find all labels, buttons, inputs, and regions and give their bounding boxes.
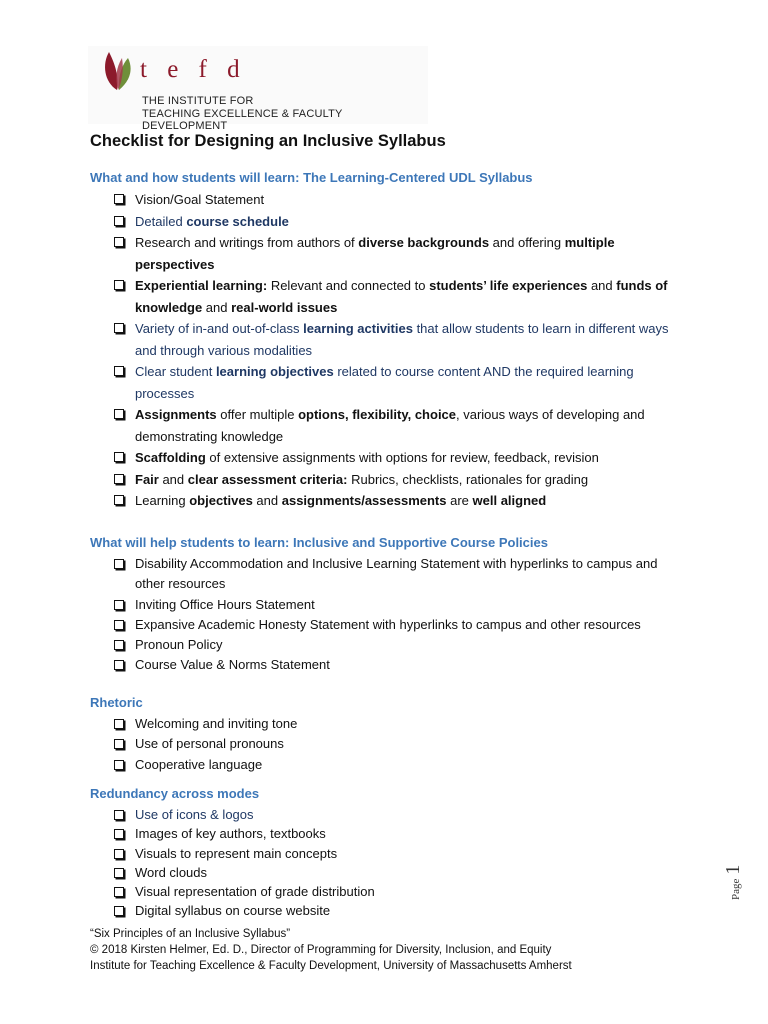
checkbox-icon[interactable] <box>114 474 124 484</box>
page-number-value: 1 <box>722 864 744 875</box>
checkbox-icon[interactable] <box>114 280 124 290</box>
item-text: of extensive assignments with options for review, feedback, revision <box>205 450 599 465</box>
item-text: Images of key authors, textbooks <box>135 826 326 842</box>
checkbox-icon[interactable] <box>114 194 124 204</box>
footer-line: “Six Principles of an Inclusive Syllabus” <box>90 928 291 940</box>
item-text: Clear student <box>135 364 216 379</box>
checklist-item <box>90 615 690 635</box>
item-text: Detailed <box>135 213 187 229</box>
item-text-bold: well aligned <box>472 493 547 508</box>
checklist-item <box>90 805 690 824</box>
item-text-bold: diverse backgrounds <box>358 235 490 250</box>
checklist-item <box>90 318 690 361</box>
item-text: Cooperative language <box>135 756 263 772</box>
item-text: Visual representation of grade distribution <box>135 884 375 900</box>
page-number <box>722 865 745 900</box>
checkbox-icon[interactable] <box>114 868 124 878</box>
checkbox-icon[interactable] <box>114 906 124 916</box>
item-text-bold: course schedule <box>186 213 289 229</box>
checklist-item <box>90 469 690 491</box>
checkbox-icon[interactable] <box>114 409 124 419</box>
item-text-bold: students’ life experiences <box>429 278 588 293</box>
checkbox-icon[interactable] <box>114 452 124 462</box>
checklist-item <box>90 882 690 901</box>
checklist-item <box>90 824 690 843</box>
item-text-bold: objectives <box>189 493 253 508</box>
checkbox-icon[interactable] <box>114 849 124 859</box>
item-text: Relevant and connected to <box>267 278 430 293</box>
logo-subtitle-line2: TEACHING EXCELLENCE & FACULTY DEVELOPMENT <box>142 108 343 132</box>
item-text: Welcoming and inviting tone <box>135 716 298 731</box>
item-text: and <box>587 278 617 293</box>
item-text: Learning <box>135 493 190 508</box>
item-text: Variety of in-and out-of-class <box>135 321 304 336</box>
section-course-policies <box>90 535 690 676</box>
checklist <box>90 714 690 775</box>
item-text: Expansive Academic Honesty Statement with hyperlinks to campus and other resources <box>135 616 641 632</box>
document-title: Checklist for Designing an Inclusive Syllabus <box>90 132 446 150</box>
checkbox-icon[interactable] <box>114 640 124 650</box>
checkbox-icon[interactable] <box>114 216 124 226</box>
item-text: Disability Accommodation and Inclusive Learning Statement with hyperlinks to campus and other resources <box>135 556 658 592</box>
item-text: Vision/Goal Statement <box>135 192 265 207</box>
item-text: Use of personal pronouns <box>135 736 284 752</box>
checkbox-icon[interactable] <box>114 719 124 729</box>
checklist-item <box>90 755 690 775</box>
checklist-item <box>90 189 690 211</box>
checkbox-icon[interactable] <box>114 323 124 333</box>
item-text: offer multiple <box>216 407 299 422</box>
section-learning-centered <box>90 170 690 512</box>
section-heading: Redundancy across modes <box>90 786 260 801</box>
checklist-item <box>90 404 690 447</box>
checklist-item <box>90 595 690 615</box>
section-heading: Rhetoric <box>90 695 143 710</box>
checkbox-icon[interactable] <box>114 829 124 839</box>
checklist-item <box>90 635 690 655</box>
item-text-bold: multiple perspectives <box>135 235 615 272</box>
footer-line: Institute for Teaching Excellence & Faculty Development, University of Massachusetts Amherst <box>90 960 572 972</box>
checkbox-icon[interactable] <box>114 810 124 820</box>
item-text-bold: learning activities <box>303 321 413 336</box>
item-text-bold: Assignments <box>135 407 217 422</box>
checkbox-icon[interactable] <box>114 495 124 505</box>
checklist-item <box>90 232 690 275</box>
tefd-logo <box>88 46 428 132</box>
page-label: Page <box>730 878 742 900</box>
checkbox-icon[interactable] <box>114 660 124 670</box>
checkbox-icon[interactable] <box>114 366 124 376</box>
logo-letters: t e f d <box>140 56 244 83</box>
item-text: Inviting Office Hours Statement <box>135 596 315 612</box>
item-text: are <box>446 493 473 508</box>
checklist-item <box>90 361 690 404</box>
item-text: Rubrics, checklists, rationales for grading <box>347 471 589 487</box>
checkbox-icon[interactable] <box>114 887 124 897</box>
item-text: and <box>252 493 282 508</box>
item-text: Pronoun Policy <box>135 637 223 653</box>
item-text-bold: options, flexibility, choice <box>298 407 457 422</box>
item-text: and <box>158 471 188 487</box>
checklist-item <box>90 211 690 233</box>
item-text: Course Value & Norms Statement <box>135 657 330 673</box>
item-text: Word clouds <box>135 864 208 880</box>
section-rhetoric <box>90 695 690 775</box>
item-text: , various ways of developing and demonstrating knowledge <box>135 407 645 444</box>
footer-line: © 2018 Kirsten Helmer, Ed. D., Director of Programming for Diversity, Inclusion, and Equity <box>90 944 552 956</box>
checklist-item <box>90 863 690 882</box>
logo-subtitle-line1: THE INSTITUTE FOR <box>142 95 254 107</box>
item-text-bold: learning objectives <box>215 364 334 379</box>
section-redundancy <box>90 786 690 921</box>
checklist-item <box>90 275 690 318</box>
section-heading: What and how students will learn: The Learning-Centered UDL Syllabus <box>90 170 533 185</box>
item-text-bold: assignments/assessments <box>281 493 447 508</box>
item-text: and <box>202 299 232 315</box>
item-text-bold: Scaffolding <box>135 450 206 465</box>
checklist-item <box>90 714 690 734</box>
footer-citation <box>90 926 572 974</box>
item-text: that allow students to learn in different ways and through various modalities <box>135 321 669 358</box>
checkbox-icon[interactable] <box>114 739 124 749</box>
checkbox-icon[interactable] <box>114 600 124 610</box>
item-text: Visuals to represent main concepts <box>135 845 338 861</box>
item-text-bold: clear assessment criteria: <box>187 471 348 487</box>
item-text-bold: funds of knowledge <box>135 278 668 315</box>
checklist-item <box>90 844 690 863</box>
checkbox-icon[interactable] <box>114 620 124 630</box>
item-text: and offering <box>489 235 565 250</box>
checklist-item <box>90 901 690 920</box>
checklist <box>90 554 690 676</box>
checklist <box>90 189 690 512</box>
checklist-item <box>90 554 690 595</box>
checkbox-icon[interactable] <box>114 760 124 770</box>
checklist-item <box>90 447 690 469</box>
checkbox-icon[interactable] <box>114 559 124 569</box>
item-text: related to course content AND the required learning processes <box>135 364 634 401</box>
item-text-bold: Experiential learning: <box>135 278 268 293</box>
item-text-bold: real-world issues <box>231 299 338 315</box>
section-heading: What will help students to learn: Inclusive and Supportive Course Policies <box>90 535 548 550</box>
checklist-item <box>90 655 690 675</box>
checklist-item <box>90 490 690 512</box>
checklist-item <box>90 734 690 754</box>
item-text: Research and writings from authors of <box>135 235 359 250</box>
leaf-logo-icon <box>98 48 138 92</box>
checkbox-icon[interactable] <box>114 237 124 247</box>
item-text: Digital syllabus on course website <box>135 903 331 919</box>
item-text: Use of icons & logos <box>135 807 254 822</box>
item-text-bold: Fair <box>135 471 159 487</box>
checklist <box>90 805 690 921</box>
